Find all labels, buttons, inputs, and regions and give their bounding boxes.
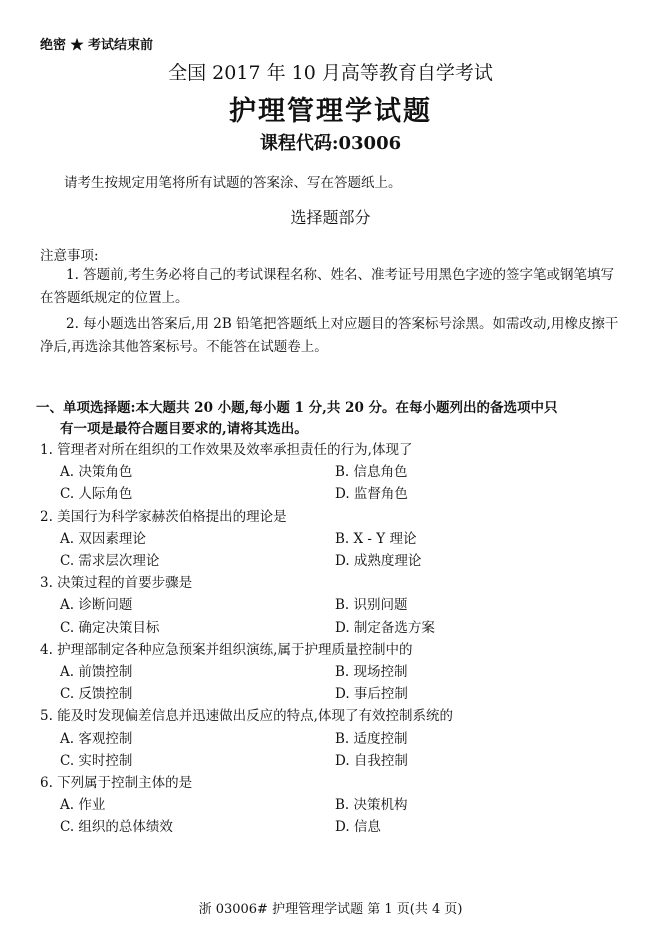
confidential-label: 绝密 ★ 考试结束前 bbox=[40, 38, 154, 53]
note-item: 1. 答题前,考生务必将自己的考试课程名称、姓名、准考证号用黑色字迹的签字笔或钢笔填写在答题纸规定的位置上。 bbox=[40, 267, 614, 306]
question-5 bbox=[40, 705, 630, 772]
part-heading-line1: 一、单项选择题:本大题共 20 小题,每小题 1 分,共 20 分。在每小题列出的备选项中只 bbox=[36, 400, 558, 416]
option-b: B. 现场控制 bbox=[335, 664, 408, 681]
subject-title: 护理管理学试题 bbox=[229, 96, 432, 127]
option-d: D. 自我控制 bbox=[335, 752, 408, 769]
option-c: C. 组织的总体绩效 bbox=[60, 819, 173, 836]
question-stem: 6. 下列属于控制主体的是 bbox=[40, 775, 193, 792]
option-b: B. 信息角色 bbox=[335, 464, 408, 481]
question-stem: 2. 美国行为科学家赫茨伯格提出的理论是 bbox=[40, 508, 287, 525]
part-heading bbox=[36, 398, 636, 440]
option-a: A. 决策角色 bbox=[60, 464, 133, 481]
question-stem: 1. 管理者对所在组织的工作效果及效率承担责任的行为,体现了 bbox=[40, 442, 413, 458]
question-stem: 5. 能及时发现偏差信息并迅速做出反应的特点,体现了有效控制系统的 bbox=[40, 708, 453, 725]
section-title: 选择题部分 bbox=[290, 208, 371, 227]
question-list bbox=[40, 439, 630, 839]
question-6 bbox=[40, 772, 630, 839]
option-a: A. 诊断问题 bbox=[60, 597, 133, 614]
option-c: C. 确定决策目标 bbox=[60, 619, 160, 636]
question-1 bbox=[40, 439, 630, 506]
option-b: B. 识别问题 bbox=[335, 597, 408, 614]
option-c: C. 反馈控制 bbox=[60, 686, 133, 703]
part-heading-line2: 有一项是最符合题目要求的,请将其选出。 bbox=[60, 421, 308, 437]
option-a: A. 前馈控制 bbox=[60, 664, 133, 681]
option-c: C. 实时控制 bbox=[60, 752, 133, 769]
option-d: D. 成熟度理论 bbox=[335, 553, 422, 570]
option-d: D. 信息 bbox=[335, 819, 381, 836]
notes-title: 注意事项: bbox=[40, 248, 99, 264]
note-item: 2. 每小题选出答案后,用 2B 铅笔把答题纸上对应题目的答案标号涂黑。如需改动,用橡皮擦干净后,再选涂其他答案标号。不能答在试题卷上。 bbox=[40, 316, 619, 355]
question-3 bbox=[40, 572, 630, 639]
question-2 bbox=[40, 506, 630, 573]
option-d: D. 制定备选方案 bbox=[335, 619, 435, 636]
option-b: B. X - Y 理论 bbox=[335, 530, 417, 547]
question-4 bbox=[40, 639, 630, 706]
option-d: D. 监督角色 bbox=[335, 486, 408, 503]
option-c: C. 人际角色 bbox=[60, 486, 133, 503]
option-c: C. 需求层次理论 bbox=[60, 553, 160, 570]
page-footer: 浙 03006# 护理管理学试题 第 1 页(共 4 页) bbox=[198, 902, 463, 917]
course-code: 课程代码:03006 bbox=[259, 133, 402, 154]
option-b: B. 适度控制 bbox=[335, 730, 408, 747]
option-d: D. 事后控制 bbox=[335, 686, 408, 703]
option-b: B. 决策机构 bbox=[335, 797, 408, 814]
option-a: A. 客观控制 bbox=[60, 730, 133, 747]
question-stem: 4. 护理部制定各种应急预案并组织演练,属于护理质量控制中的 bbox=[40, 641, 413, 658]
question-stem: 3. 决策过程的首要步骤是 bbox=[40, 575, 193, 592]
exam-title: 全国 2017 年 10 月高等教育自学考试 bbox=[168, 62, 493, 84]
option-a: A. 作业 bbox=[60, 797, 106, 814]
exam-instruction: 请考生按规定用笔将所有试题的答案涂、写在答题纸上。 bbox=[64, 175, 402, 191]
option-a: A. 双因素理论 bbox=[60, 530, 146, 547]
